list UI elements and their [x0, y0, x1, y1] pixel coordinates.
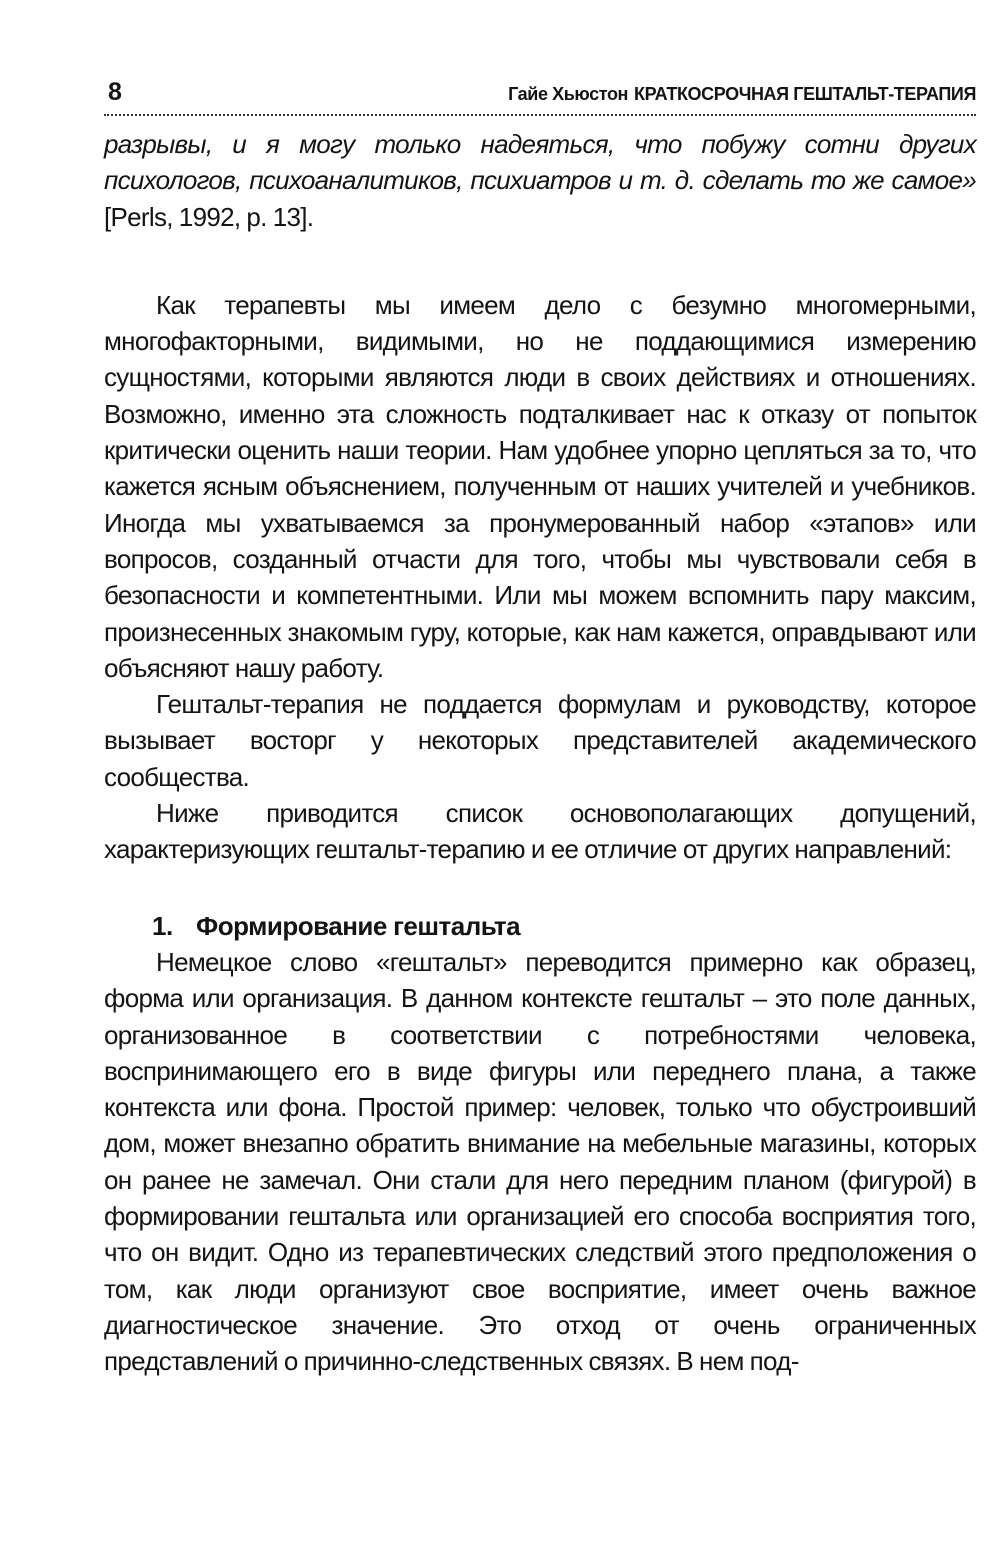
book-title: КРАТКОСРОЧНАЯ ГЕШТАЛЬТ-ТЕРАПИЯ	[634, 84, 976, 104]
paragraph-gestalt-formulas: Гештальт-терапия не поддается формулам и руководству, которое вызывает восторг у некоторых представителей академического сообщества.	[104, 689, 976, 792]
running-header	[104, 78, 976, 116]
running-title	[508, 84, 976, 105]
section-heading	[104, 908, 976, 944]
page-number: 8	[108, 78, 122, 106]
paragraph-assumptions-intro: Ниже приводится список основополагающих допущений, характеризующих гештальт-терапию и ее отличие от других направлений:	[104, 798, 976, 865]
body-text	[104, 126, 976, 1380]
paragraph-therapists: Как терапевты мы имеем дело с безумно многомерными, многофакторными, видимыми, но не поддающимися измерению сущностями, которыми являются люди в своих действиях и отношениях. Возможно, именно эта сложность подталкивает нас к отказу от попыток критически оценить наши теории. Нам удобнее упорно цепляться за то, что кажется ясным объяснением, полученным от наших учителей и учебников. Иногда мы ухватываемся за пронумерованный набор «этапов» или вопросов, созданный отчасти для того, чтобы мы чувствовали себя в безопасности и компетентными. Или мы можем вспомнить пару максим, произнесенных знакомым гуру, которые, как нам кажется, оправдывают или объясняют нашу работу.	[104, 289, 976, 683]
paragraph-gestalt-formation: Немецкое слово «гештальт» переводится примерно как образец, форма или организация. В данном контексте гештальт – это поле данных, организованное в соответствии с потребностями человека, воспринимающего его в виде фигуры или переднего плана, а также контекста или фона. Простой пример: человек, только что обустроивший дом, может внезапно обратить внимание на мебельные магазины, которых он ранее не замечал. Они стали для него передним планом (фигурой) в формировании гештальта или организацией его способа восприятия того, что он видит. Одно из терапевтических следствий этого предположения о том, как люди организуют свое восприятие, имеет очень важное диагностическое значение. Это отход от очень ограниченных представлений о причинно-следственных связях. В нем под-	[104, 946, 976, 1377]
quote-citation: [Perls, 1992, p. 13].	[104, 201, 314, 232]
quote-text: разрывы, и я могу только надеяться, что побужу сотни других психологов, психоаналитиков, психиатров и т. д. сделать то же самое»	[104, 129, 976, 196]
author-name: Гайе Хьюстон	[508, 84, 629, 104]
book-page	[104, 78, 976, 1380]
quote-paragraph	[104, 126, 976, 235]
section-number: 1.	[152, 910, 173, 941]
section-title: Формирование гештальта	[196, 910, 521, 941]
